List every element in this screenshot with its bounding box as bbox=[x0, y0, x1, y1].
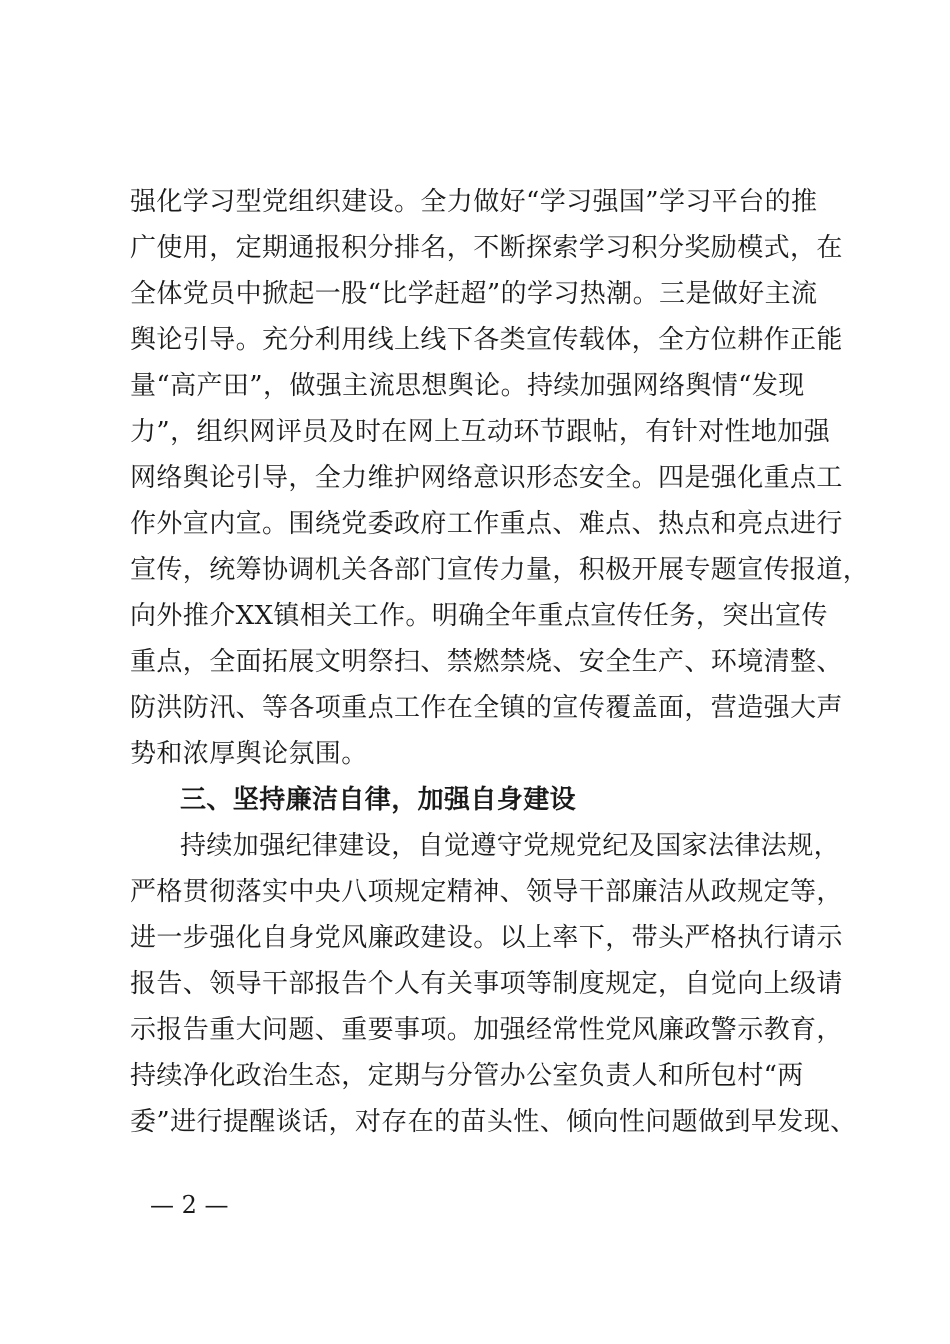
paragraph-line: 防洪防汛、等各项重点工作在全镇的宣传覆盖面，营造强大声 bbox=[130, 693, 843, 723]
paragraph-line: 持续净化政治生态，定期与分管办公室负责人和所包村“两 bbox=[130, 1061, 804, 1091]
paragraph-line: 示报告重大问题、重要事项。加强经常性党风廉政警示教育， bbox=[130, 1015, 843, 1045]
paragraph-line: 委”进行提醒谈话，对存在的苗头性、倾向性问题做到早发现、 bbox=[130, 1107, 857, 1137]
paragraph-line: 作外宣内宣。围绕党委政府工作重点、难点、热点和亮点进行 bbox=[130, 509, 843, 539]
paragraph-line: 报告、领导干部报告个人有关事项等制度规定，自觉向上级请 bbox=[130, 969, 843, 999]
paragraph-line: 广使用，定期通报积分排名，不断探索学习积分奖励模式，在 bbox=[130, 233, 843, 263]
paragraph-line: 力”，组织网评员及时在网上互动环节跟帖，有针对性地加强 bbox=[130, 417, 831, 447]
paragraph-line: 进一步强化自身党风廉政建设。以上率下，带头严格执行请示 bbox=[130, 923, 843, 953]
paragraph-line: 宣传，统筹协调机关各部门宣传力量，积极开展专题宣传报道， bbox=[130, 555, 870, 585]
paragraph-line: 全体党员中掀起一股“比学赶超”的学习热潮。三是做好主流 bbox=[130, 279, 818, 309]
paragraph-line: 势和浓厚舆论氛围。 bbox=[130, 739, 368, 769]
paragraph-line: 严格贯彻落实中央八项规定精神、领导干部廉洁从政规定等， bbox=[130, 877, 843, 907]
paragraph-line: 向外推介XX镇相关工作。明确全年重点宣传任务，突出宣传 bbox=[130, 601, 828, 631]
paragraph-line: 网络舆论引导，全力维护网络意识形态安全。四是强化重点工 bbox=[130, 463, 843, 493]
section-heading: 三、坚持廉洁自律，加强自身建设 bbox=[180, 785, 577, 815]
paragraph-line: 重点，全面拓展文明祭扫、禁燃禁烧、安全生产、环境清整、 bbox=[130, 647, 843, 677]
paragraph-line: 持续加强纪律建设，自觉遵守党规党纪及国家法律法规， bbox=[180, 831, 841, 861]
paragraph-line: 舆论引导。充分利用线上线下各类宣传载体，全方位耕作正能 bbox=[130, 325, 843, 355]
paragraph-line: 强化学习型党组织建设。全力做好“学习强国”学习平台的推 bbox=[130, 187, 818, 217]
page-number: — 2 — bbox=[150, 1191, 229, 1219]
paragraph-line: 量“高产田”，做强主流思想舆论。持续加强网络舆情“发现 bbox=[130, 371, 805, 401]
